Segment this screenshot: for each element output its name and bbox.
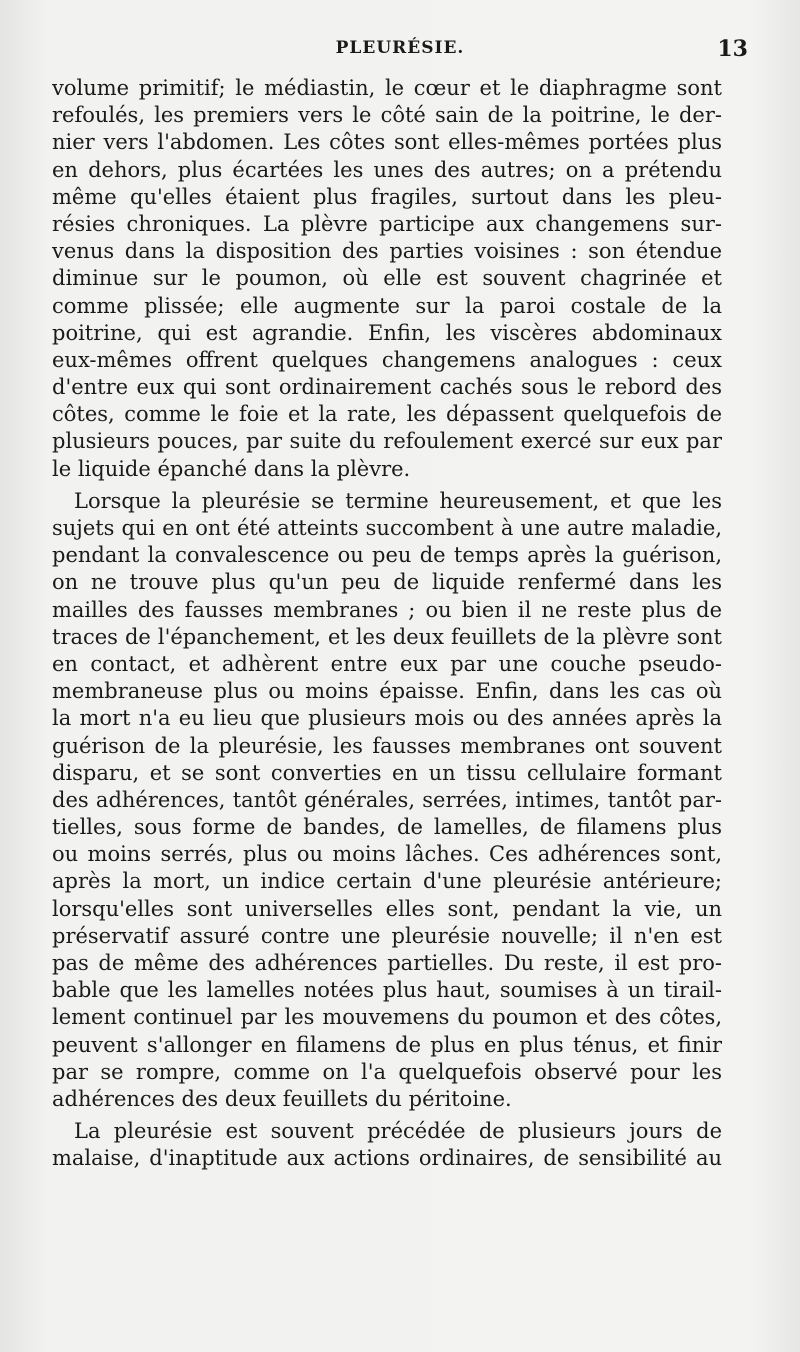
text-line: comme plissée; elle augmente sur la paroi costale de la — [52, 293, 722, 318]
page-number: 13 — [717, 36, 748, 62]
text-line: La pleurésie est souvent précédée de plusieurs jours de — [74, 1119, 722, 1144]
text-line: diminue sur le poumon, où elle est souvent chagrinée et — [52, 266, 722, 291]
text-line: la mort n'a eu lieu que plusieurs mois ou des années après la — [52, 706, 722, 731]
text-line: volume primitif; le médiastin, le cœur et le diaphragme sont — [52, 76, 722, 100]
paragraph-2 — [52, 488, 722, 1113]
paragraph-1 — [52, 75, 722, 483]
text-line: sujets qui en ont été atteints succombent à une autre maladie, — [52, 516, 722, 540]
text-line: après la mort, un indice certain d'une pleurésie antérieure; — [52, 869, 722, 894]
text-line: le liquide épanché dans la plèvre. — [52, 456, 411, 481]
text-line: adhérences des deux feuillets du péritoine. — [52, 1086, 512, 1111]
text-line: peuvent s'allonger en filamens de plus en plus ténus, et finir — [52, 1032, 722, 1057]
text-line: pas de même des adhérences partielles. Du reste, il est pro- — [52, 951, 722, 975]
text-line: eux-mêmes offrent quelques changemens analogues : ceux — [52, 347, 722, 372]
text-line: refoulés, les premiers vers le côté sain de la poitrine, le der- — [52, 103, 722, 128]
page-header — [52, 38, 748, 68]
text-line: préservatif assuré contre une pleurésie nouvelle; il n'en est — [52, 923, 722, 948]
text-line: par se rompre, comme on l'a quelquefois observé pour les — [52, 1059, 722, 1084]
paragraph-3 — [52, 1118, 722, 1172]
text-line: d'entre eux qui sont ordinairement cachés sous le rebord des — [52, 375, 722, 400]
text-line: pendant la convalescence ou peu de temps après la guérison, — [52, 543, 722, 568]
text-line: guérison de la pleurésie, les fausses membranes ont souvent — [52, 733, 722, 758]
text-line: poitrine, qui est agrandie. Enfin, les viscères abdominaux — [52, 320, 722, 345]
text-line: membraneuse plus ou moins épaisse. Enfin, dans les cas où — [52, 679, 722, 704]
text-line: côtes, comme le foie et la rate, les dépassent quelquefois de — [52, 402, 722, 427]
text-line: venus dans la disposition des parties voisines : son étendue — [52, 239, 722, 264]
running-title: PLEURÉSIE. — [335, 38, 465, 58]
text-line: résies chroniques. La plèvre participe aux changemens sur- — [52, 211, 722, 236]
text-line: en dehors, plus écartées les unes des autres; on a prétendu — [52, 157, 722, 182]
text-line: lement continuel par les mouvemens du poumon et des côtes, — [52, 1005, 722, 1030]
text-line: malaise, d'inaptitude aux actions ordinaires, de sensibilité au — [52, 1146, 722, 1171]
body-text — [52, 75, 722, 1173]
text-line: plusieurs pouces, par suite du refoulement exercé sur eux par — [52, 429, 722, 454]
text-line: lorsqu'elles sont universelles elles sont, pendant la vie, un — [52, 896, 722, 921]
text-line: des adhérences, tantôt générales, serrées, intimes, tantôt par- — [52, 787, 722, 812]
text-line: ou moins serrés, plus ou moins lâches. Ces adhérences sont, — [52, 842, 722, 867]
text-line: nier vers l'abdomen. Les côtes sont elles-mêmes portées plus — [52, 130, 722, 155]
text-line: disparu, et se sont converties en un tissu cellulaire formant — [52, 760, 722, 785]
text-line: bable que les lamelles notées plus haut, soumises à un tirail- — [52, 978, 722, 1003]
text-line: traces de l'épanchement, et les deux feuillets de la plèvre sont — [52, 624, 722, 649]
text-line: on ne trouve plus qu'un peu de liquide renfermé dans les — [52, 570, 722, 595]
text-line: même qu'elles étaient plus fragiles, surtout dans les pleu- — [52, 184, 722, 209]
text-line: mailles des fausses membranes ; ou bien il ne reste plus de — [52, 597, 722, 622]
text-line: Lorsque la pleurésie se termine heureusement, et que les — [74, 488, 722, 513]
text-line: en contact, et adhèrent entre eux par une couche pseudo- — [52, 651, 722, 676]
text-line: tielles, sous forme de bandes, de lamelles, de filamens plus — [52, 815, 722, 840]
